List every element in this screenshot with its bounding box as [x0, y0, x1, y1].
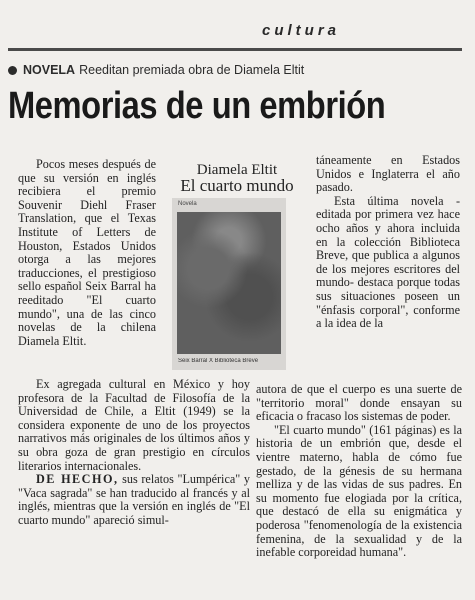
kicker-keyword: NOVELA	[23, 63, 76, 77]
bullet-icon	[8, 66, 17, 75]
section-label: cultura	[262, 22, 341, 39]
kicker-text: Reeditan premiada obra de Diamela Eltit	[79, 63, 305, 77]
headline: Memorias de un embrión	[8, 85, 386, 127]
cover-bottom-text: Seix Barral X Biblioteca Breve	[178, 358, 259, 364]
book-author: Diamela Eltit	[196, 162, 278, 178]
article-paragraph: Ex agregada cultural en México y hoy profesora de la Facultad de Filosofía de la Universidad de Chile, a Eltit (1949) se la considera exponente de uno de los proyectos narrativos más originales de los últimos años y su obra goza de gran prestigio en círculos literarios internacionales.	[18, 377, 250, 473]
book-cover-image	[168, 160, 306, 374]
article-paragraph: Pocos meses después de que su versión en inglés recibiera el premio Souvenir Diehl Fraser Translation, que el Texas Institute of Letters de Houston, Estados Unidos otorga a las mejores traducciones, el prestigioso sello español Seix Barral ha reeditado "El cuarto mundo", una de las cinco novelas de la chilena Diamela Eltit.	[18, 157, 156, 348]
article-paragraph: Esta última novela -editada por primera vez hace ocho años y ahora incluida en la colección Biblioteca Breve, que publica a algunos de los mejores escritores del mundo- destaca porque todas sus situaciones poseen un "énfasis corporal", conforme a la idea de la	[316, 193, 460, 331]
header-rule	[8, 48, 462, 51]
book-title: El cuarto mundo	[180, 176, 294, 195]
section-header	[0, 0, 475, 52]
article-column-1	[18, 158, 156, 348]
article-column-wide	[18, 378, 250, 528]
article-column-3	[316, 154, 460, 331]
article-column-3-continued	[256, 383, 462, 560]
article-paragraph: "El cuarto mundo" (161 páginas) es la historia de un embrión que, desde el vientre materno, habla de cómo fue gestado, de la génesis de su hermana melliza y de las vidas de sus padres. En su momento fue elogiada por la crítica, que destacó de ella su enigmática y poderosa "fenomenología de la existencia femenina, de la sexualidad y de la inefable corporeidad humana".	[256, 422, 462, 560]
kicker	[8, 63, 304, 77]
book-cover	[172, 198, 286, 370]
article-paragraph: DE HECHO, sus relatos "Lumpérica" y "Vaca sagrada" se han traducido al francés y al inglés, mientras que la versión en inglés de "El cuarto mundo" apareció simul-	[18, 472, 250, 527]
cover-top-text: Novela	[178, 201, 197, 207]
cover-art	[177, 212, 281, 354]
lead-in: DE HECHO,	[36, 472, 119, 487]
article-paragraph: táneamente en Estados Unidos e Inglaterra el año pasado.	[316, 153, 460, 195]
article-paragraph: autora de que el cuerpo es una suerte de "territorio moral" donde ensayan su eficacia o fracaso los sistemas de poder.	[256, 382, 462, 424]
